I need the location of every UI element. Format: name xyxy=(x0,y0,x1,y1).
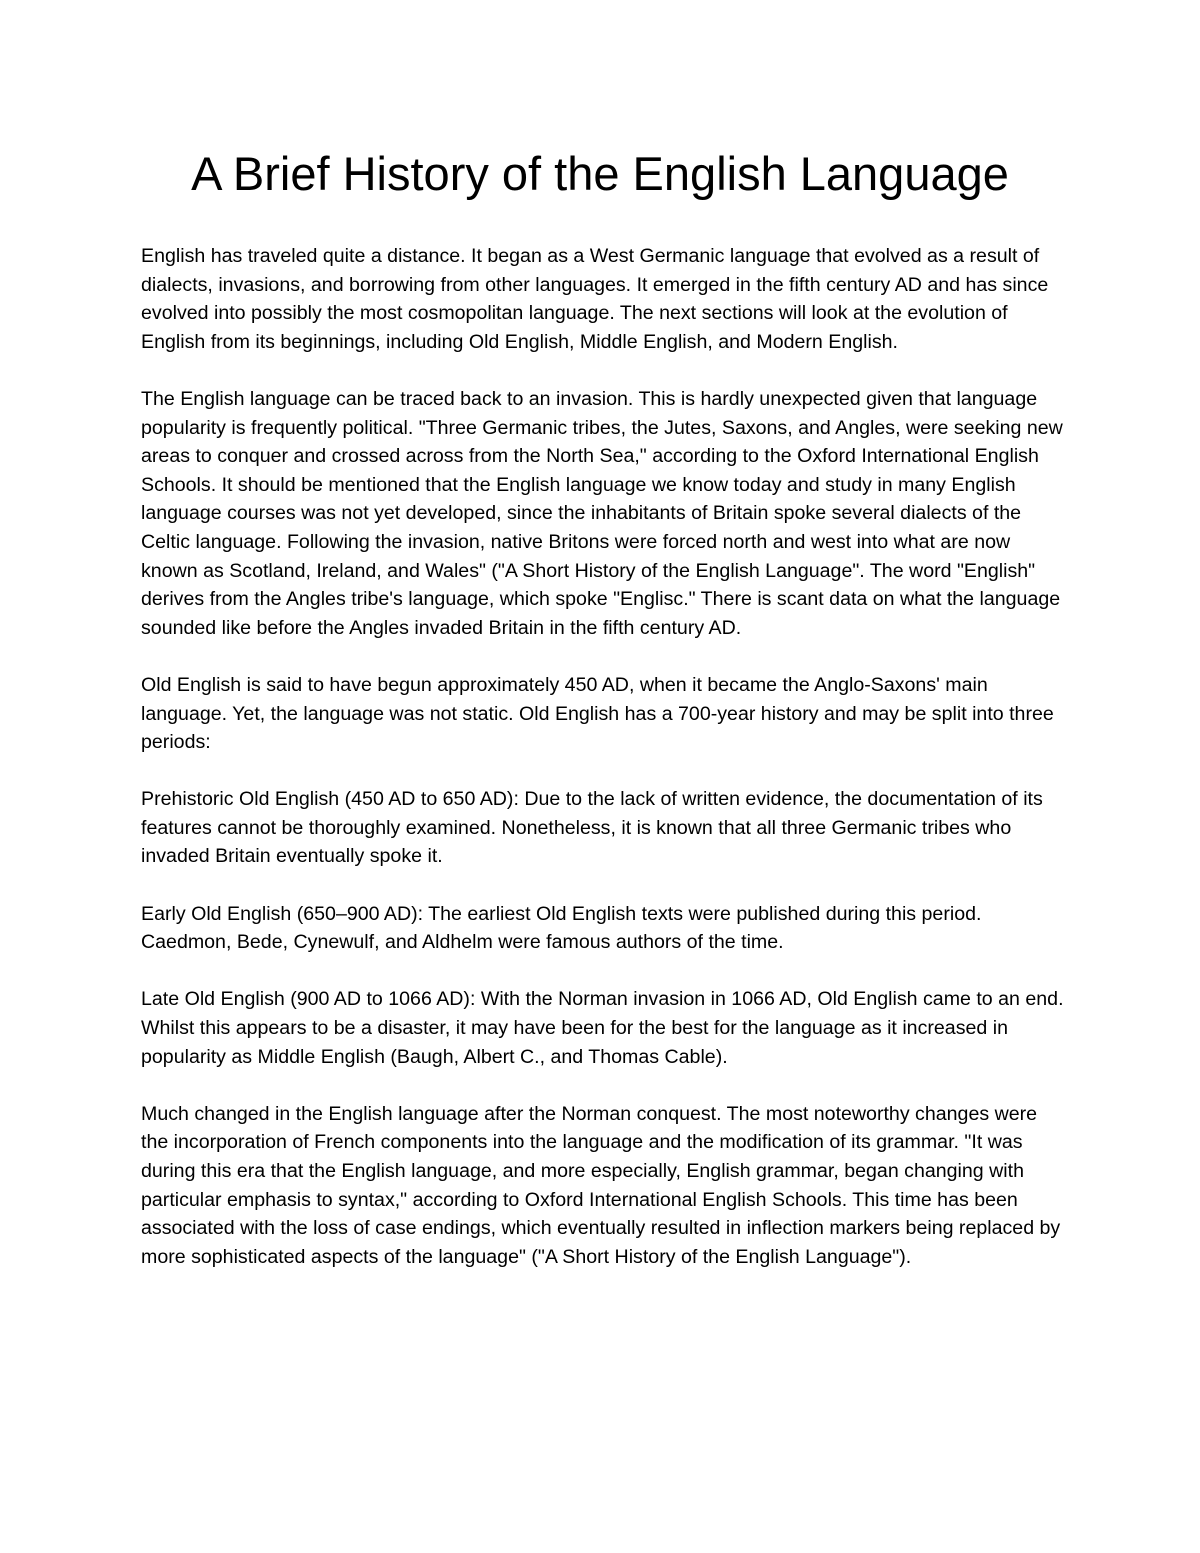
document-body xyxy=(141,242,1069,1300)
paragraph-prehistoric-old-english: Prehistoric Old English (450 AD to 650 AD): Due to the lack of written evidence, the documentation of its features cannot be thoroughly examined. Nonetheless, it is known that all three Germanic tribes who invaded Britain eventually spoke it. xyxy=(141,788,1043,868)
document-title: A Brief History of the English Language xyxy=(191,147,1009,200)
paragraph-norman-conquest: Much changed in the English language after the Norman conquest. The most noteworthy changes were the incorporation of French components into the language and the modification of its grammar. "It was during this era that the English language, and more especially, English grammar, began changing with particular emphasis to syntax," according to Oxford International English Schools. This time has been associated with the loss of case endings, which eventually resulted in inflection markers being replaced by more sophisticated aspects of the language" ("A Short History of the English Language"). xyxy=(141,1102,1061,1268)
paragraph-intro: English has traveled quite a distance. It began as a West Germanic language that evolved as a result of dialects, invasions, and borrowing from other languages. It emerged in the fifth century AD and has since evolved into possibly the most cosmopolitan language. The next sections will look at the evolution of English from its beginnings, including Old English, Middle English, and Modern English. xyxy=(141,245,1049,353)
paragraph-invasion: The English language can be traced back to an invasion. This is hardly unexpected given that language popularity is frequently political. "Three Germanic tribes, the Jutes, Saxons, and Angles, were seeking new areas to conquer and crossed across from the North Sea," according to the Oxford International English Schools. It should be mentioned that the English language we know today and study in many English language courses was not yet developed, since the inhabitants of Britain spoke several dialects of the Celtic language. Following the invasion, native Britons were forced north and west into what are now known as Scotland, Ireland, and Wales" ("A Short History of the English Language". The word "English" derives from the Angles tribe's language, which spoke "Englisc." There is scant data on what the language sounded like before the Angles invaded Britain in the fifth century AD. xyxy=(141,387,1063,639)
paragraph-early-old-english: Early Old English (650–900 AD): The earliest Old English texts were published during this period. Caedmon, Bede, Cynewulf, and Aldhelm were famous authors of the time. xyxy=(141,902,982,954)
paragraph-old-english: Old English is said to have begun approximately 450 AD, when it became the Anglo-Saxons' main language. Yet, the language was not static. Old English has a 700-year history and may be split into three periods: xyxy=(141,673,1054,754)
paragraph-late-old-english: Late Old English (900 AD to 1066 AD): With the Norman invasion in 1066 AD, Old English came to an end. Whilst this appears to be a disaster, it may have been for the best for the language as it increased in popularity as Middle English (Baugh, Albert C., and Thomas Cable). xyxy=(141,988,1064,1068)
